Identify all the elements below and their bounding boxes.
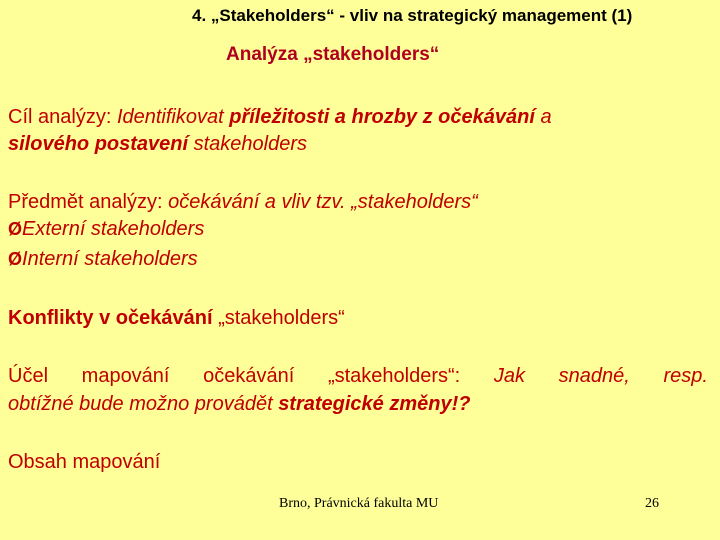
goal-text-2: a: [534, 106, 552, 128]
purpose-word: Účel: [8, 365, 49, 387]
purpose-line-1: [8, 363, 708, 389]
purpose-word: Jak: [493, 365, 525, 387]
goal-line-1: [8, 104, 552, 130]
goal-text-1: Identifikovat: [116, 106, 230, 128]
goal-line-2: [8, 131, 307, 157]
purpose-word: snadné,: [558, 365, 630, 387]
content-line: Obsah mapování: [8, 451, 161, 473]
subject-item-internal: [8, 246, 198, 272]
conflicts-line: [8, 305, 345, 331]
page-number: 26: [645, 496, 659, 511]
purpose-word: mapování: [81, 365, 170, 387]
conflicts-bold: Konflikty v očekávání: [8, 307, 213, 329]
goal-label: Cíl analýzy:: [8, 106, 117, 128]
goal-text-3: stakeholders: [188, 133, 308, 155]
goal-highlight-1: příležitosti a hrozby z očekávání: [229, 106, 535, 128]
subject-label: Předmět analýzy:: [8, 191, 169, 213]
purpose-line2-text: obtížné bude možno provádět: [8, 393, 279, 415]
conflicts-text: „stakeholders“: [212, 307, 345, 329]
bullet-arrow-icon: Ø: [8, 219, 23, 239]
purpose-word: očekávání: [203, 365, 295, 387]
footer-institution: Brno, Právnická fakulta MU: [279, 496, 439, 511]
purpose-line2-bold: strategické změny!?: [278, 393, 471, 415]
purpose-word: resp.: [663, 365, 708, 387]
goal-highlight-2: silového postavení: [8, 133, 189, 155]
subject-line: [8, 189, 478, 215]
subject-item-label: Externí stakeholders: [22, 218, 205, 240]
purpose-word: „stakeholders“:: [327, 365, 461, 387]
purpose-line-2: [8, 391, 470, 417]
bullet-arrow-icon: Ø: [8, 249, 23, 269]
subject-item-label: Interní stakeholders: [22, 248, 198, 270]
section-subtitle: Analýza „stakeholders“: [226, 44, 440, 65]
page-title: 4. „Stakeholders“ - vliv na strategický management (1): [192, 6, 633, 25]
subject-text: očekávání a vliv tzv. „stakeholders“: [168, 191, 478, 213]
subject-item-external: [8, 216, 204, 242]
